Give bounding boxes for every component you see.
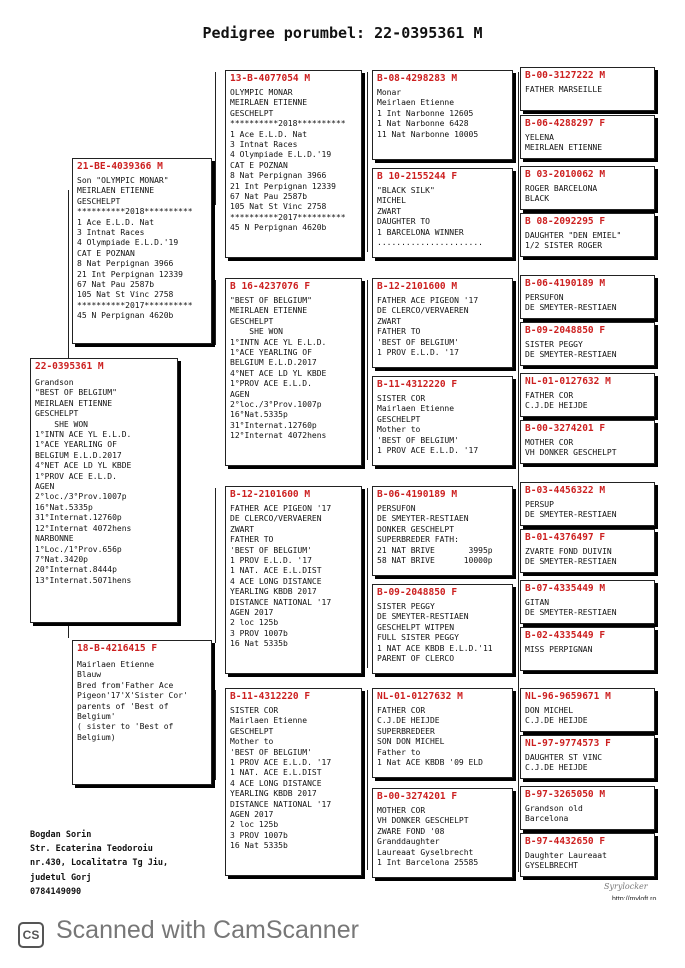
box-details: "BEST OF BELGIUM" MEIRLAEN ETIENNE GESCHELPT SHE WON 1°INTN ACE YL E.L.D. 1°ACE YEARLING OF BELGIUM E.L.D.2017 4°NET ACE LD YL KBDE 1°PROV ACE E.L.D. AGEN 2°loc./3°Prov.1007p 16°Nat.5335p 31°Internat.12760p 12°Internat 4072hens bbox=[230, 296, 327, 441]
pedigree-box-gen5 bbox=[520, 482, 655, 526]
pedigree-box-gen5 bbox=[520, 627, 655, 671]
ring-number: 21-BE-4039366 M bbox=[77, 161, 163, 172]
box-details: MISS PERPIGNAN bbox=[525, 645, 593, 654]
ring-number: 18-B-4216415 F bbox=[77, 643, 158, 654]
pedigree-box-gen4 bbox=[372, 376, 513, 466]
pedigree-box-gen3 bbox=[225, 278, 362, 466]
box-details: Monar Meirlaen Etienne 1 Int Narbonne 12605 1 Nat Narbonne 6428 11 Nat Narbonne 10005 bbox=[377, 88, 479, 139]
ring-number: B-00-3274201 F bbox=[377, 791, 458, 802]
camscanner-label: Scanned with CamScanner bbox=[56, 916, 359, 944]
connector-line bbox=[215, 690, 216, 780]
pedigree-box-gen5 bbox=[520, 213, 655, 257]
box-details: FATHER MARSEILLE bbox=[525, 85, 603, 94]
pedigree-box-sire bbox=[72, 158, 212, 344]
pedigree-box-gen3 bbox=[225, 70, 362, 258]
connector-line bbox=[518, 72, 519, 872]
pedigree-box-gen4 bbox=[372, 70, 513, 160]
pedigree-box-gen5 bbox=[520, 275, 655, 319]
box-details: Mairlaen Etienne Blauw Bred from'Father Ace Pigeon'17'X'Sister Cor' parents of 'Best of Belgium' ( sister to 'Best of Belgium) bbox=[77, 660, 188, 742]
box-details: "BLACK SILK" MICHEL ZWART DAUGHTER TO 1 BARCELONA WINNER ...................... bbox=[377, 186, 483, 248]
box-details: MOTHER COR VH DONKER GESCHELPT bbox=[525, 438, 617, 458]
ring-number: B-00-3127222 M bbox=[525, 70, 606, 81]
box-details: Grandson old Barcelona bbox=[525, 804, 583, 824]
box-details: Son "OLYMPIC MONAR" MEIRLAEN ETIENNE GESCHELPT **********2018********** 1 Ace E.L.D. Nat 3 Intnat Races 4 Olympiade E.L.D.'19 CAT E POZNAN 8 Nat Perpignan 3966 21 Int Perpignan 12339 67 Nat Pau 2587b 105 Nat St Vinc 2758 **********2017********** 45 N Perpignan 4620b bbox=[77, 176, 193, 321]
ring-number: B-12-2101600 M bbox=[230, 489, 311, 500]
box-details: SISTER COR Mairlaen Etienne GESCHELPT Mother to 'BEST OF BELGIUM' 1 PROV ACE E.L.D. '17 1 NAT. ACE E.L.DIST 4 ACE LONG DISTANCE YEARLING KBDB 2017 DISTANCE NATIONAL '17 AGEN 2017 2 loc 125b 3 PROV 1007b 16 Nat 5335b bbox=[230, 706, 332, 851]
ring-number: B-01-4376497 F bbox=[525, 532, 606, 543]
ring-number: NL-97-9774573 F bbox=[525, 738, 611, 749]
ring-number: 13-B-4077054 M bbox=[230, 73, 311, 84]
scanner-watermark bbox=[0, 900, 685, 968]
pedigree-box-gen5 bbox=[520, 67, 655, 111]
pedigree-box-gen5 bbox=[520, 688, 655, 732]
breeder-county: judetul Gorj bbox=[30, 872, 92, 883]
ring-number: B-12-2101600 M bbox=[377, 281, 458, 292]
ring-number: B 03-2010062 M bbox=[525, 169, 606, 180]
box-details: PERSUFON DE SMEYTER-RESTIAEN bbox=[525, 293, 617, 313]
pedigree-box-gen3 bbox=[225, 688, 362, 876]
ring-number: NL-01-0127632 M bbox=[377, 691, 463, 702]
ring-number: B-97-3265050 M bbox=[525, 789, 606, 800]
pedigree-box-gen3 bbox=[225, 486, 362, 674]
ring-number: B-06-4288297 F bbox=[525, 118, 606, 129]
pedigree-box-gen5 bbox=[520, 580, 655, 624]
pedigree-box-gen4 bbox=[372, 486, 513, 576]
ring-number: B-06-4190189 M bbox=[377, 489, 458, 500]
ring-number: B-00-3274201 F bbox=[525, 423, 606, 434]
connector-line bbox=[367, 280, 368, 460]
box-details: DON MICHEL C.J.DE HEIJDE bbox=[525, 706, 588, 726]
box-details: GITAN DE SMEYTER-RESTIAEN bbox=[525, 598, 617, 618]
box-details: OLYMPIC MONAR MEIRLAEN ETIENNE GESCHELPT **********2018********** 1 Ace E.L.D. Nat 3 Intnat Races 4 Olympiade E.L.D.'19 CAT E POZNAN 8 Nat Perpignan 3966 21 Int Perpignan 12339 67 Nat Pau 2587b 105 Nat St Vinc 2758 **********2017********** 45 N Perpignan 4620b bbox=[230, 88, 346, 233]
connector-line bbox=[367, 488, 368, 668]
pedigree-box-gen4 bbox=[372, 688, 513, 778]
ring-number: B-07-4335449 M bbox=[525, 583, 606, 594]
signature: Syrylocker bbox=[604, 882, 648, 891]
box-details: FATHER ACE PIGEON '17 DE CLERCO/VERVAEREN ZWART FATHER TO 'BEST OF BELGIUM' 1 PROV E.L.D. '17 1 NAT. ACE E.L.DIST 4 ACE LONG DISTANCE YEARLING KBDB 2017 DISTANCE NATIONAL '17 AGEN 2017 2 loc 125b 3 PROV 1007b 16 Nat 5335b bbox=[230, 504, 332, 649]
pedigree-box-gen5 bbox=[520, 735, 655, 779]
ring-number: B-03-4456322 M bbox=[525, 485, 606, 496]
box-details: FATHER COR C.J.DE HEIJDE SUPERBREDEER SON DON MICHEL Father to 1 Nat ACE KBDB '09 ELD bbox=[377, 706, 483, 768]
pedigree-box-gen5 bbox=[520, 786, 655, 830]
box-details: SISTER COR Mairlaen Etienne GESCHELPT Mother to 'BEST OF BELGIUM' 1 PROV ACE E.L.D. '17 bbox=[377, 394, 479, 456]
pedigree-box-gen5 bbox=[520, 833, 655, 877]
pedigree-box-gen4 bbox=[372, 584, 513, 674]
pedigree-box-gen4 bbox=[372, 788, 513, 878]
ring-number: B-09-2048850 F bbox=[525, 325, 606, 336]
connector-line bbox=[215, 280, 216, 345]
pedigree-box-gen5 bbox=[520, 166, 655, 210]
breeder-address: nr.430, Localitatra Tg Jiu, bbox=[30, 858, 169, 869]
ring-number: 22-0395361 M bbox=[35, 361, 104, 372]
pedigree-box-gen5 bbox=[520, 115, 655, 159]
box-details: SISTER PEGGY DE SMEYTER-RESTIAEN bbox=[525, 340, 617, 360]
box-details: YELENA MEIRLAEN ETIENNE bbox=[525, 133, 603, 153]
ring-number: B-97-4432650 F bbox=[525, 836, 606, 847]
box-details: Grandson "BEST OF BELGIUM" MEIRLAEN ETIENNE GESCHELPT SHE WON 1°INTN ACE YL E.L.D. 1°ACE YEARLING OF BELGIUM E.L.D.2017 4°NET ACE LD YL KBDE 1°PROV ACE E.L.D. AGEN 2°loc./3°Prov.1007p 16°Nat.5335p 31°Internat.12760p 12°Internat 4072hens NARBONNE 1°Loc./1°Prov.656p 7°Nat.3420p 20°Internat.8444p 13°Internat.5071hens bbox=[35, 378, 132, 585]
ring-number: B-11-4312220 F bbox=[377, 379, 458, 390]
box-details: DAUGHTER "DEN EMIEL" 1/2 SISTER ROGER bbox=[525, 231, 622, 251]
connector-line bbox=[68, 190, 69, 358]
ring-number: B-02-4335449 F bbox=[525, 630, 606, 641]
ring-number: NL-01-0127632 M bbox=[525, 376, 611, 387]
camscanner-logo-icon: CS bbox=[18, 922, 44, 948]
ring-number: B-11-4312220 F bbox=[230, 691, 311, 702]
box-details: SISTER PEGGY DE SMEYTER-RESTIAEN GESCHELPT WITPEN FULL SISTER PEGGY 1 NAT ACE KBDB E.L.D.'11 PARENT OF CLERCO bbox=[377, 602, 493, 664]
breeder-street: Str. Ecaterina Teodoroiu bbox=[30, 844, 153, 855]
box-details: MOTHER COR VH DONKER GESCHELPT ZWARE FOND '08 Granddaughter Laureaat Gyselbrecht 1 Int Barcelona 25585 bbox=[377, 806, 479, 868]
ring-number: B 10-2155244 F bbox=[377, 171, 458, 182]
box-details: Daughter Laureaat GYSELBRECHT bbox=[525, 851, 607, 871]
breeder-name: Bogdan Sorin bbox=[30, 830, 92, 840]
connector-line bbox=[367, 690, 368, 870]
connector-line bbox=[215, 488, 216, 643]
ring-number: NL-96-9659671 M bbox=[525, 691, 611, 702]
box-details: PERSUFON DE SMEYTER-RESTIAEN DONKER GESCHELPT SUPERBREDER FATH: 21 NAT BRIVE 3995p 58 NAT BRIVE 10000p bbox=[377, 504, 493, 566]
pedigree-box-dam bbox=[72, 640, 212, 785]
box-details: FATHER ACE PIGEON '17 DE CLERCO/VERVAEREN ZWART FATHER TO 'BEST OF BELGIUM' 1 PROV E.L.D. '17 bbox=[377, 296, 479, 358]
breeder-phone: 0784149090 bbox=[30, 886, 82, 897]
page-title: Pedigree porumbel: 22-0395361 M bbox=[202, 24, 483, 42]
ring-number: B-06-4190189 M bbox=[525, 278, 606, 289]
box-details: ROGER BARCELONA BLACK bbox=[525, 184, 598, 204]
ring-number: B-08-4298283 M bbox=[377, 73, 458, 84]
connector-line bbox=[215, 72, 216, 205]
ring-number: B 08-2092295 F bbox=[525, 216, 606, 227]
pedigree-box-gen4 bbox=[372, 168, 513, 258]
ring-number: B-09-2048850 F bbox=[377, 587, 458, 598]
pedigree-box-gen4 bbox=[372, 278, 513, 368]
connector-line bbox=[367, 72, 368, 252]
box-details: ZVARTE FOND DUIVIN DE SMEYTER-RESTIAEN bbox=[525, 547, 617, 567]
pedigree-box-subject bbox=[30, 358, 178, 623]
pedigree-box-gen5 bbox=[520, 322, 655, 366]
box-details: DAUGHTER ST VINC C.J.DE HEIJDE bbox=[525, 753, 603, 773]
box-details: PERSUP DE SMEYTER-RESTIAEN bbox=[525, 500, 617, 520]
pedigree-box-gen5 bbox=[520, 529, 655, 573]
box-details: FATHER COR C.J.DE HEIJDE bbox=[525, 391, 588, 411]
pedigree-box-gen5 bbox=[520, 373, 655, 417]
pedigree-box-gen5 bbox=[520, 420, 655, 464]
ring-number: B 16-4237076 F bbox=[230, 281, 311, 292]
